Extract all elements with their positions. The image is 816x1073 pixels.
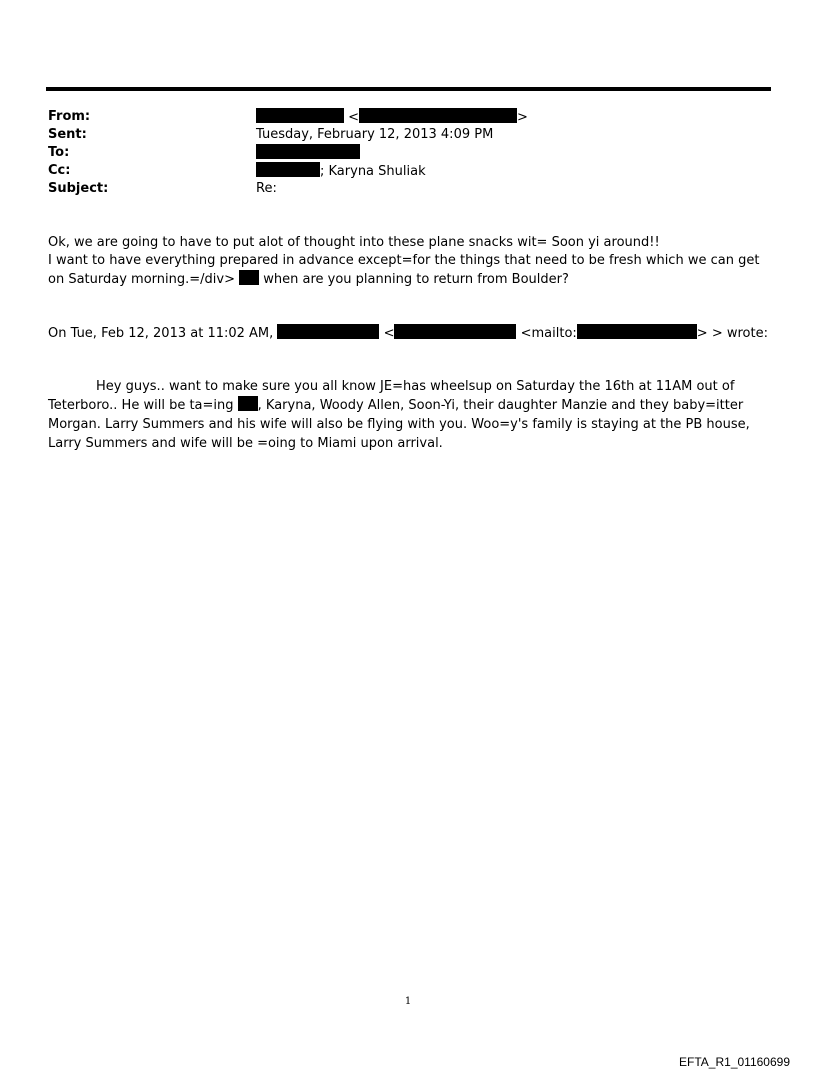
redaction-box	[256, 108, 344, 123]
redaction-box	[238, 396, 258, 411]
bates-number: EFTA_R1_01160699	[679, 1055, 790, 1069]
page-number: 1	[404, 996, 412, 1007]
cc-label: Cc:	[48, 163, 71, 178]
quoted-text-1: Hey guys.. want to make sure you all know JE=has wheelsup on Saturday the 16th at 11AM out of Teterboro.. He will be ta=ing	[48, 379, 735, 413]
header-rule	[46, 87, 771, 91]
sent-label: Sent:	[48, 127, 87, 142]
redaction-box	[577, 324, 697, 339]
redaction-box	[256, 144, 360, 159]
redaction-box	[359, 108, 517, 123]
body-line-1: Ok, we are going to have to put alot of thought into these plane snacks wit= Soon yi around!!	[48, 235, 660, 250]
from-lt: <	[348, 110, 360, 125]
email-body	[48, 234, 776, 289]
cc-text: ; Karyna Shuliak	[320, 164, 426, 179]
subject-label: Subject:	[48, 181, 109, 196]
redaction-box	[277, 324, 379, 339]
cc-value	[256, 162, 426, 181]
subject-value: Re:	[256, 181, 277, 196]
body-line-2-text: I want to have everything prepared in advance except=for the things that need to be fresh which we can get on Saturday morning.=/div>	[48, 253, 760, 287]
quote-header-prefix: On Tue, Feb 12, 2013 at 11:02 AM,	[48, 326, 274, 341]
quote-header-lt: <	[383, 326, 395, 341]
quoted-message	[48, 377, 776, 453]
from-gt: >	[517, 110, 528, 125]
redaction-box	[239, 270, 259, 285]
to-value	[256, 144, 360, 163]
redaction-box	[394, 324, 516, 339]
redaction-box	[256, 162, 320, 177]
quote-header-mailto: <mailto:	[520, 326, 577, 341]
body-line-2	[48, 252, 776, 289]
quote-header	[48, 324, 768, 343]
body-line-2-question: when are you planning to return from Boulder?	[263, 272, 569, 287]
to-label: To:	[48, 145, 70, 160]
from-value	[256, 108, 528, 127]
from-label: From:	[48, 109, 91, 124]
quoted-text-2: , Karyna, Woody Allen, Soon-Yi, their daughter Manzie and they baby=itter Morgan. Larry Summers and his wife will also be flying with you. Woo=y's family is staying at the PB house, Larry Summers and wife will be =oing to Miami upon arrival.	[48, 398, 750, 451]
sent-value: Tuesday, February 12, 2013 4:09 PM	[256, 127, 494, 142]
quote-header-suffix: > > wrote:	[696, 326, 768, 341]
